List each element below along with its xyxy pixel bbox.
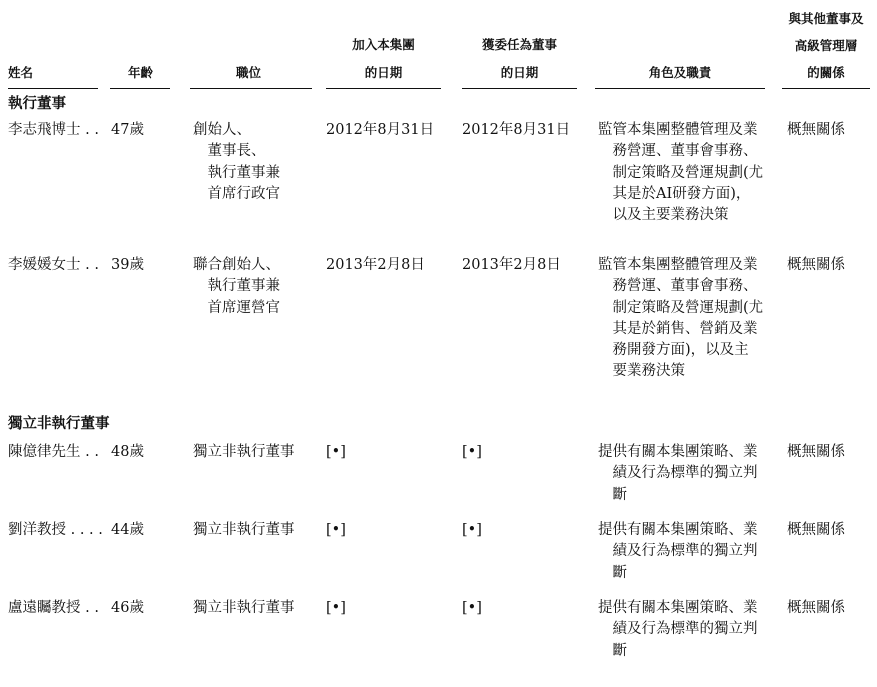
cell-position: 獨立非執行董事 [193,600,295,616]
cell-position-line: 董事長、 [207,143,266,160]
cell-roles-line: 斷 [612,564,627,581]
cell-roles-line: 斷 [612,486,627,503]
header-relationship-line2: 高級管理層 [794,38,858,53]
header-rule-position [190,88,312,89]
cell-name: 陳億律先生 . . [8,444,99,460]
header-rule-join-date [326,88,441,89]
header-age: 年齡 [128,65,154,80]
header-position: 職位 [236,65,262,80]
cell-position-line: 聯合創始人、 [193,257,280,273]
section-title-executive: 執行董事 [8,95,66,112]
cell-appoint-date: 2012年8月31日 [462,122,571,138]
cell-roles-line: 務營運、董事會事務、 [612,143,758,160]
cell-name: 李媛媛女士 . . [8,257,99,273]
cell-age: 39歲 [111,257,144,273]
cell-appoint-date: [•] [462,600,482,616]
cell-appoint-date: [•] [462,522,482,538]
cell-name: 李志飛博士 . . [8,122,99,138]
cell-relationship: 概無關係 [787,600,845,616]
cell-roles [598,442,758,506]
cell-position: 獨立非執行董事 [193,522,295,538]
cell-roles-line: 要業務決策 [612,363,685,380]
header-rule-appoint-date [462,88,577,89]
cell-position [193,120,280,205]
cell-roles-line: 績及行為標準的獨立判 [612,465,758,482]
cell-roles-line: 監管本集團整體管理及業 [598,257,758,273]
cell-roles-line: 提供有關本集團策略、業 [598,522,758,538]
cell-roles-line: 務營運、董事會事務、 [612,278,758,295]
cell-position: 獨立非執行董事 [193,444,295,460]
cell-age: 47歲 [111,122,144,138]
cell-roles-line: 提供有關本集團策略、業 [598,600,758,616]
header-join-date-line2: 的日期 [364,65,403,80]
cell-relationship: 概無關係 [787,522,845,538]
cell-name: 盧遠矚教授 . . [8,600,99,616]
header-roles: 角色及職責 [648,65,712,80]
header-rule-roles [595,88,765,89]
cell-roles-line: 以及主要業務決策 [612,207,729,224]
cell-position-line: 創始人、 [193,122,251,138]
cell-position-line: 執行董事兼 [207,164,280,181]
cell-roles-line: 制定策略及營運規劃(尤 [612,299,764,316]
cell-roles-line: 斷 [612,642,627,659]
cell-position-line: 執行董事兼 [207,278,280,295]
cell-roles [598,120,763,226]
cell-name: 劉洋教授 . . . . [8,522,103,538]
cell-roles-line: 務開發方面)，以及主 [612,342,749,359]
cell-relationship: 概無關係 [787,444,845,460]
cell-roles [598,255,763,383]
cell-roles-line: 監管本集團整體管理及業 [598,122,758,138]
cell-join-date: [•] [326,522,346,538]
cell-position-line: 首席運營官 [207,299,280,316]
cell-join-date: 2012年8月31日 [326,122,435,138]
header-appoint-date-line1: 獲委任為董事 [481,37,557,52]
cell-age: 48歲 [111,444,144,460]
cell-age: 44歲 [111,522,144,538]
cell-join-date: [•] [326,444,346,460]
header-rule-relationship [782,88,870,89]
header-join-date-line1: 加入本集團 [352,37,415,52]
header-relationship-line1: 與其他董事及 [788,11,864,26]
header-name: 姓名 [8,65,34,80]
cell-roles-line: 制定策略及營運規劃(尤 [612,164,764,181]
cell-roles-line: 績及行為標準的獨立判 [612,543,758,560]
header-relationship-line3: 的關係 [807,65,845,80]
cell-roles-line: 提供有關本集團策略、業 [598,444,758,460]
cell-roles-line: 其是於AI研發方面)， [612,185,751,202]
cell-appoint-date: 2013年2月8日 [462,257,561,273]
cell-roles [598,598,758,662]
cell-relationship: 概無關係 [787,257,845,273]
cell-roles [598,520,758,584]
cell-join-date: 2013年2月8日 [326,257,425,273]
header-appoint-date-line2: 的日期 [500,65,539,80]
header-rule-name [8,88,98,89]
section-title-independent: 獨立非執行董事 [8,415,110,432]
cell-position [193,255,280,319]
cell-join-date: [•] [326,600,346,616]
cell-age: 46歲 [111,600,144,616]
header-rule-age [110,88,170,89]
cell-position-line: 首席行政官 [207,185,280,202]
cell-relationship: 概無關係 [787,122,845,138]
cell-appoint-date: [•] [462,444,482,460]
cell-roles-line: 其是於銷售、營銷及業 [612,320,758,337]
cell-roles-line: 績及行為標準的獨立判 [612,621,758,638]
